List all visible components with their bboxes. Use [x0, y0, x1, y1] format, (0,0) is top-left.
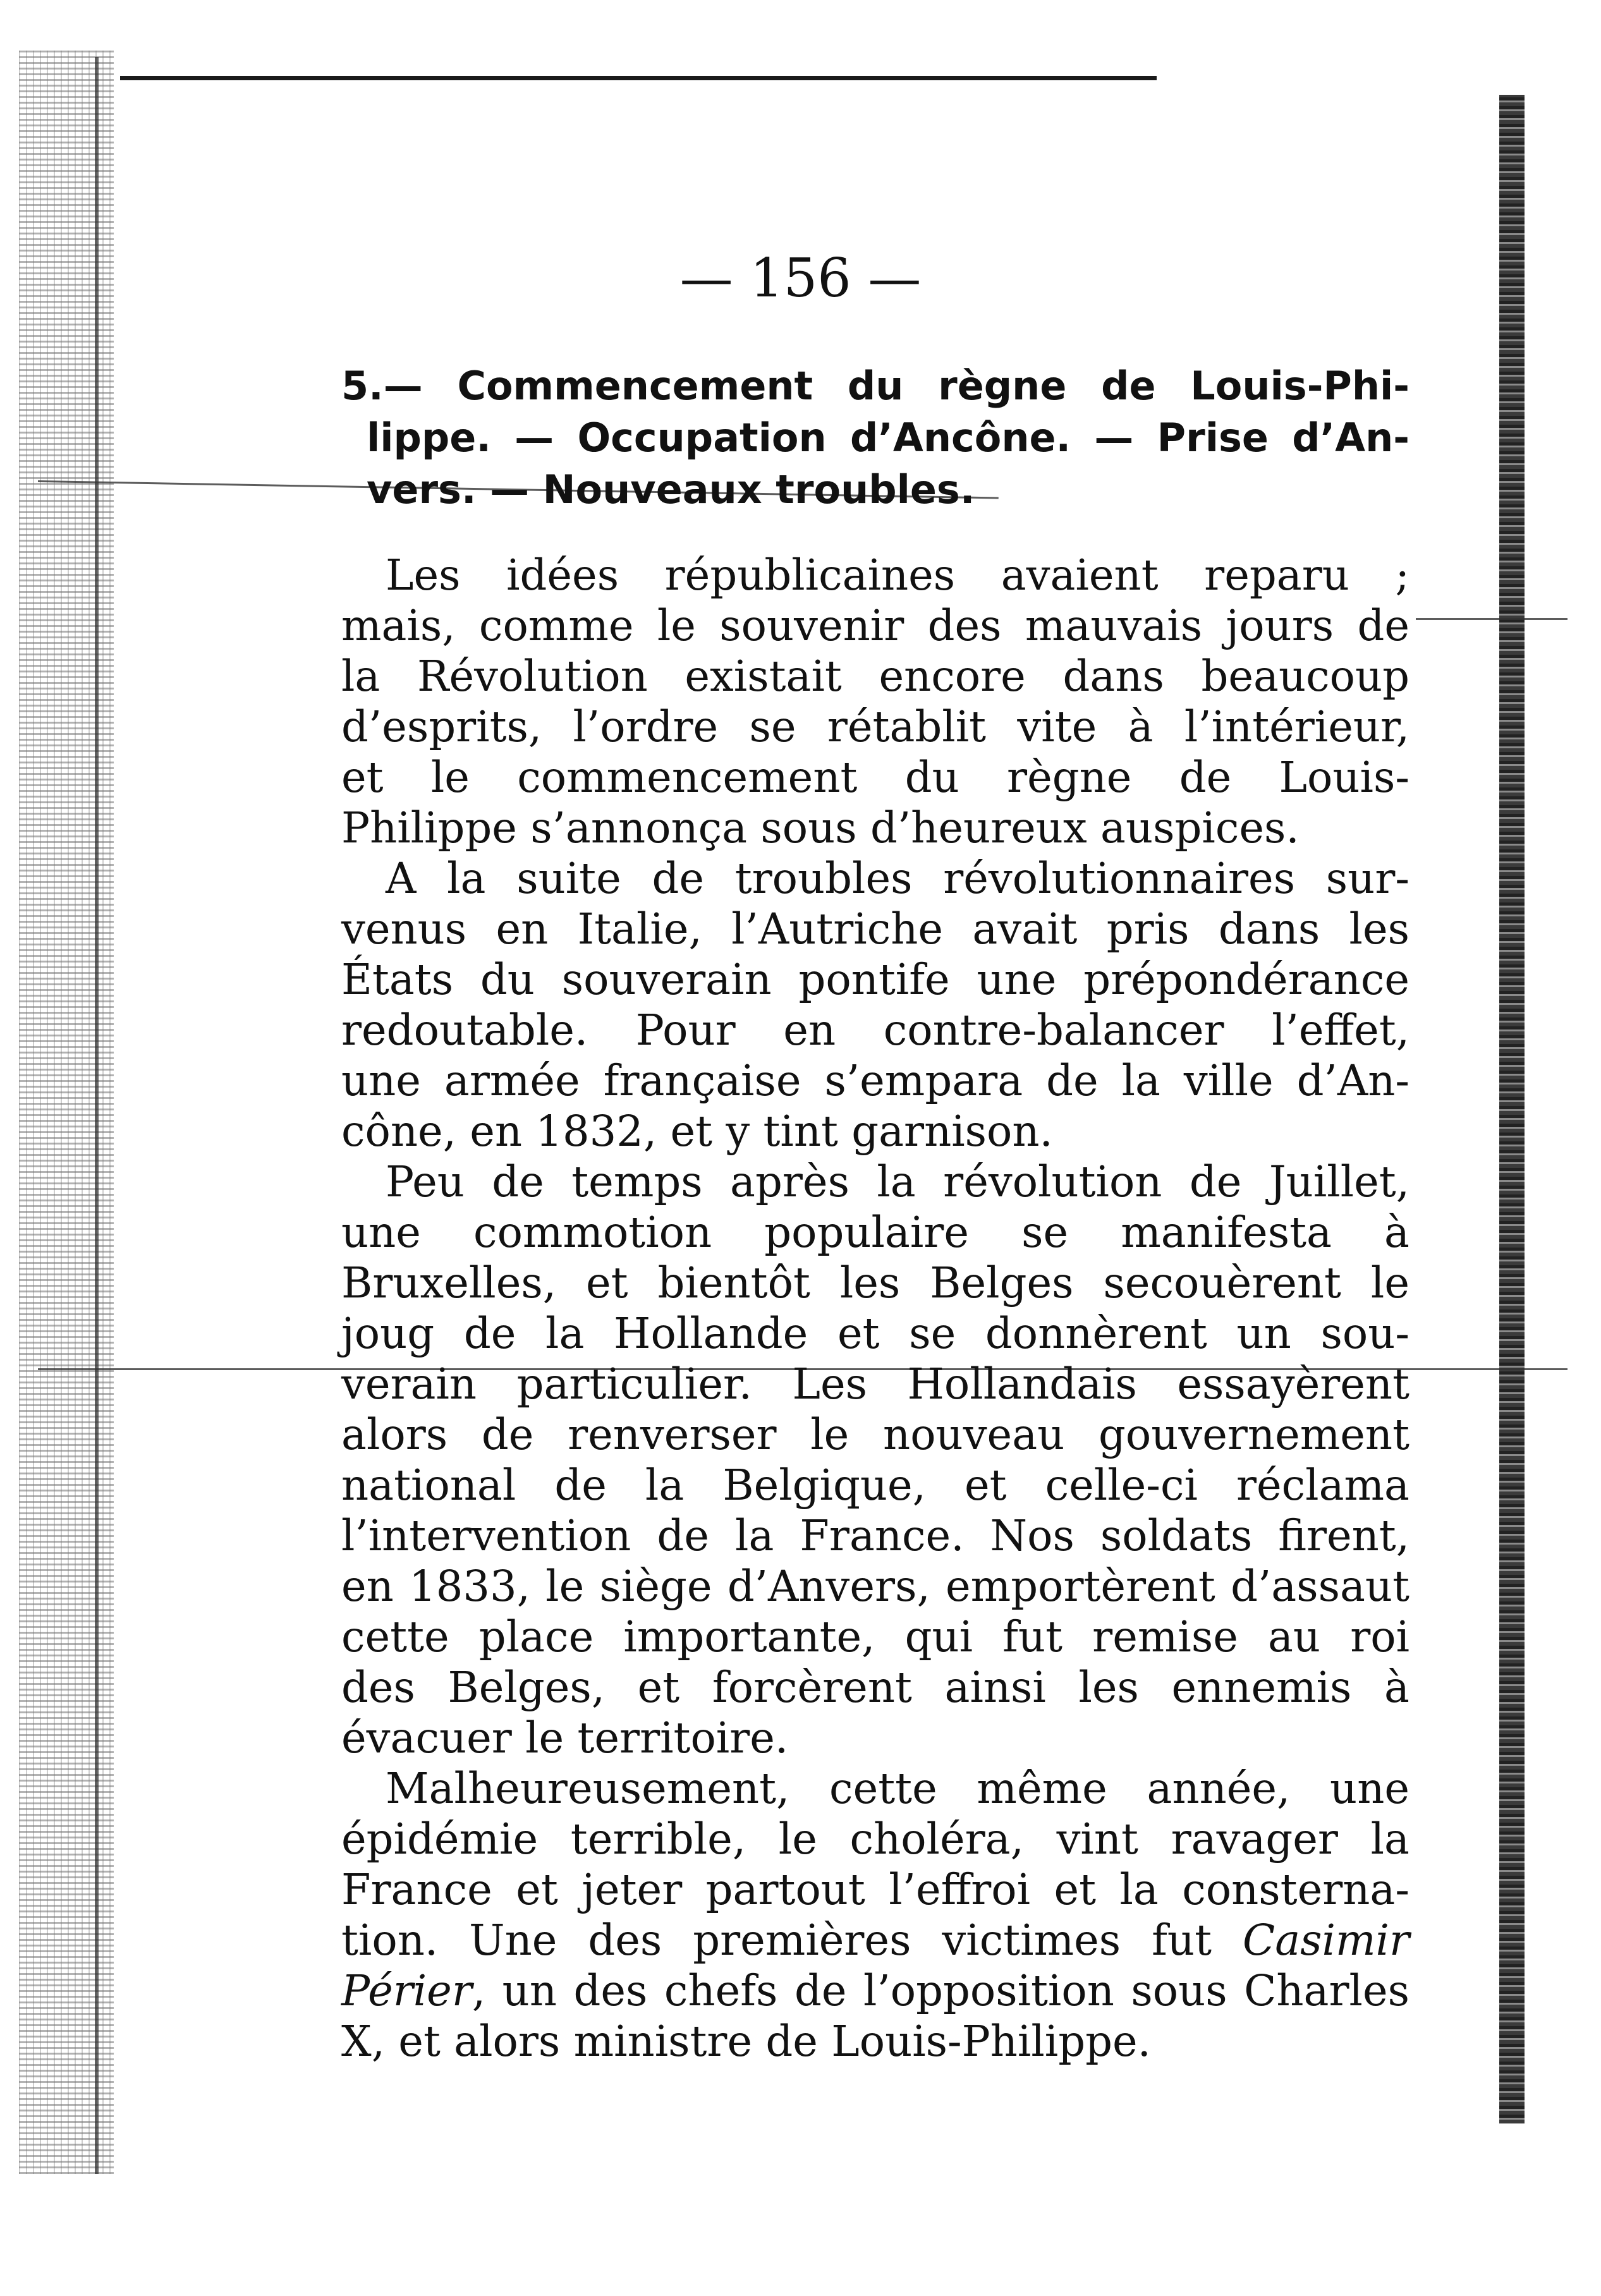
text-line: cône, en 1832, et y tint garnison. — [341, 1107, 1053, 1156]
scan-right-bar — [1499, 95, 1525, 2123]
scan-left-line — [95, 57, 99, 2174]
text-line: Philippe s’annonça sous d’heureux auspices. — [341, 803, 1300, 853]
text-line: épidémie terrible, le choléra, vint ravager la — [341, 1814, 1409, 1864]
text-line: national de la Belgique, et celle-ci réclama — [341, 1461, 1409, 1510]
top-rule — [120, 76, 1157, 80]
text-line: Bruxelles, et bientôt les Belges secouèrent le — [341, 1258, 1409, 1308]
text-line: Peu de temps après la révolution de Juillet, — [386, 1157, 1409, 1206]
text-fragment: , un des chefs de l’opposition sous Charles — [472, 1966, 1409, 2015]
text-line: l’intervention de la France. Nos soldats firent, — [341, 1511, 1409, 1560]
heading-line: 5.— Commencement du règne de Louis-Phi- — [341, 363, 1409, 409]
text-line: alors de renverser le nouveau gouvernement — [341, 1410, 1409, 1459]
text-line: une commotion populaire se manifesta à — [341, 1208, 1409, 1257]
text-line: la Révolution existait encore dans beaucoup — [341, 652, 1409, 701]
text-line: une armée française s’empara de la ville d’An- — [341, 1056, 1409, 1105]
text-line: en 1833, le siège d’Anvers, emportèrent d’assaut — [341, 1562, 1409, 1611]
text-line: États du souverain pontife une prépondérance — [341, 955, 1409, 1004]
text-line: évacuer le territoire. — [341, 1713, 789, 1763]
scan-left-edge — [19, 51, 114, 2174]
person-name: Périer — [341, 1966, 472, 2015]
text-line: d’esprits, l’ordre se rétablit vite à l’intérieur, — [341, 702, 1409, 751]
text-line: X, et alors ministre de Louis-Philippe. — [341, 2017, 1151, 2066]
text-line: venus en Italie, l’Autriche avait pris dans les — [341, 904, 1409, 954]
stray-line — [1416, 618, 1568, 620]
text-line: Malheureusement, cette même année, une — [386, 1764, 1409, 1813]
section-heading — [341, 360, 1409, 516]
text-line: mais, comme le souvenir des mauvais jours de — [341, 601, 1409, 650]
text-line — [341, 1915, 1409, 1965]
text-line: Les idées républicaines avaient reparu ; — [386, 550, 1409, 600]
text-line: redoutable. Pour en contre-balancer l’effet, — [341, 1005, 1409, 1055]
text-line: des Belges, et forcèrent ainsi les ennemis à — [341, 1663, 1409, 1712]
text-line: A la suite de troubles révolutionnaires sur- — [386, 854, 1409, 903]
text-line — [341, 1965, 1409, 2016]
page-number: — 156 — — [679, 247, 922, 309]
text-line: et le commencement du règne de Louis- — [341, 753, 1409, 802]
text-fragment: tion. Une des premières victimes fut — [341, 1916, 1212, 1965]
body-text — [341, 550, 1409, 2067]
person-name: Casimir — [1242, 1916, 1409, 1965]
heading-line: lippe. — Occupation d’Ancône. — Prise d’An- — [367, 415, 1409, 461]
text-line: cette place importante, qui fut remise au roi — [341, 1612, 1409, 1661]
text-line: verain particulier. Les Hollandais essayèrent — [341, 1359, 1409, 1409]
heading-line: vers. — Nouveaux troubles. — [367, 466, 975, 513]
text-line: joug de la Hollande et se donnèrent un sou- — [341, 1309, 1409, 1358]
text-line: France et jeter partout l’effroi et la consterna- — [341, 1865, 1409, 1914]
